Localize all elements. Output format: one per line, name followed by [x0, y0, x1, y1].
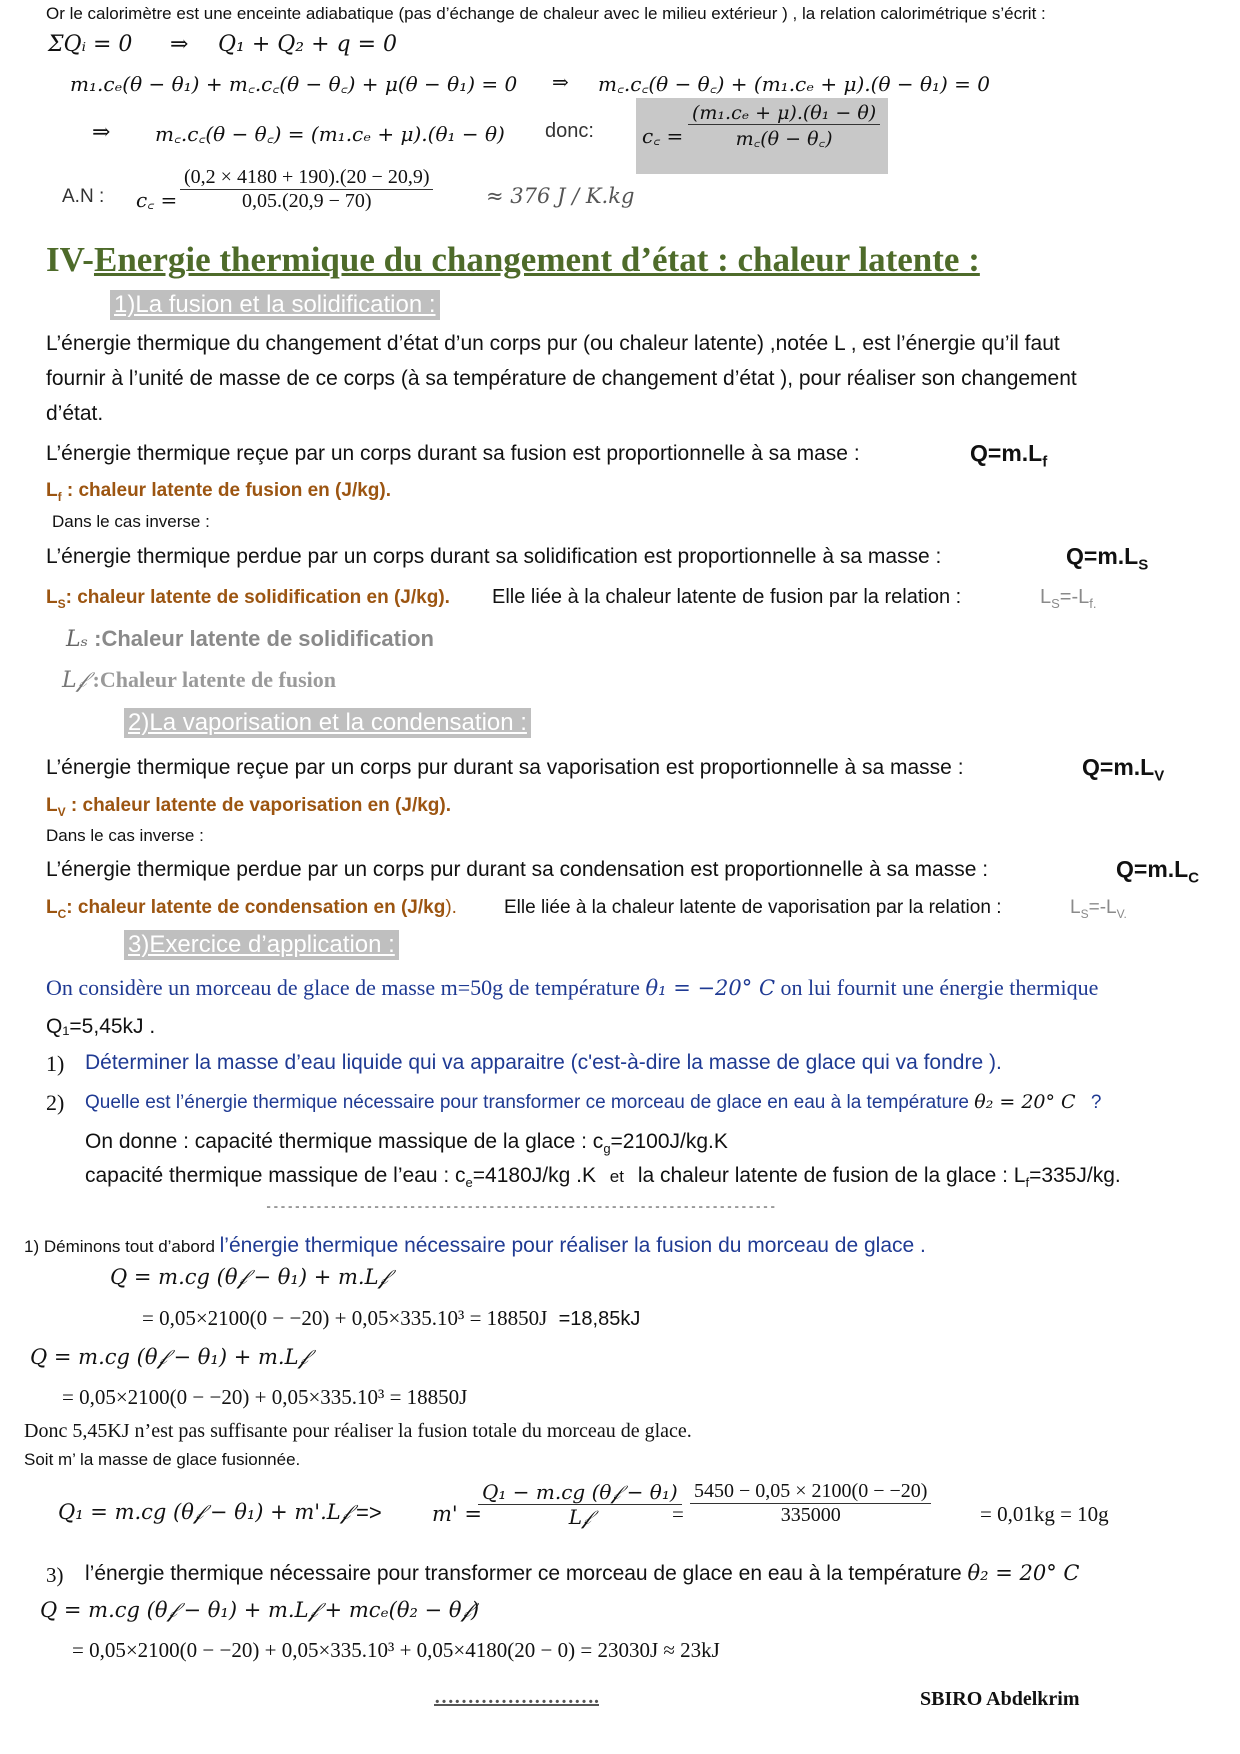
legend-ls: Lₛ :Chaleur latente de solidification — [66, 626, 434, 652]
equation-sum: ΣQᵢ = 0 — [48, 32, 133, 57]
question-2: Quelle est l’énergie thermique nécessaire pour transformer ce morceau de glace en eau à la température θ₂ = 20° C ? — [85, 1091, 1102, 1113]
lc-relation: $L_S=-L_{V.}$ — [1070, 897, 1127, 921]
arrow-symbol: ⇒ — [170, 32, 189, 57]
mprime-fraction-symbolic: $\frac{\text{Q₁ − m.c𝑔 (θ𝒻 − θ₁)}}{\text{L𝒻}}$ — [478, 1480, 682, 1529]
mprime-label: m' = — [432, 1502, 482, 1526]
solution-1-eq4: = 0,05×2100(0 − −20) + 0,05×335.10³ = 18850J — [62, 1385, 468, 1409]
calorimetre-sentence: Or le calorimètre est une enceinte adiabatique (pas d’échange de chaleur avec le milieu extérieur ) , la relation calorimétrique s’écrit : — [46, 4, 1046, 23]
solution-1-eq3: Q = m.c𝑔 (θ𝒻 − θ₁) + m.L𝒻 — [30, 1345, 308, 1369]
an-numerator: (0,2 × 4180 + 190).(20 − 20,9) — [180, 166, 433, 190]
equation-q1-partial: Q₁ = m.c𝑔 (θ𝒻 − θ₁) + m'.L𝒻 — [58, 1500, 351, 1524]
solution-3-statement: l’énergie thermique nécessaire pour transformer ce morceau de glace en eau à la température θ₂ = 20° C — [85, 1561, 1080, 1585]
solidification-sentence: L’énergie thermique perdue par un corps durant sa solidification est proportionnelle à sa masse : — [46, 545, 942, 568]
solution-1-eq1: Q = m.c𝑔 (θ𝒻 − θ₁) + m.L𝒻 — [110, 1265, 388, 1289]
solution-1-eq2: = 0,05×2100(0 − −20) + 0,05×335.10³ = 18850J =18,85kJ — [142, 1306, 641, 1330]
an-cc-label: c꜀ = — [136, 188, 178, 212]
ls-relation: $L_S=-L_{f.}$ — [1040, 586, 1097, 611]
subsection-title-vaporisation: 2)La vaporisation et la condensation : — [124, 708, 531, 738]
solution-3-eq2: = 0,05×2100(0 − −20) + 0,05×335.10³ + 0,05×4180(20 − 0) = 23030J ≈ 23kJ — [72, 1638, 720, 1662]
mprime-result: = 0,01kg = 10g — [980, 1502, 1109, 1526]
cc-denominator: m꜀(θ − θ꜀) — [735, 128, 833, 150]
solution-3-number: 3) — [46, 1563, 64, 1587]
lv-definition: $L_V$ : chaleur latente de vaporisation en (J/kg). — [46, 795, 451, 819]
fusion-sentence: L’énergie thermique reçue par un corps durant sa fusion est proportionnelle à sa mase : — [46, 442, 860, 465]
section-prefix: IV- — [46, 240, 94, 279]
given-eau-capacity: capacité thermique massique de l’eau : $c_e=4180J/kg$ .K et la chaleur latente de fusion de la glace : $L_f=335J/kg$. — [85, 1164, 1121, 1191]
solution-1-intro: 1) Déminons tout d’abord l’énergie thermique nécessaire pour réaliser la fusion du morceau de glace . — [24, 1234, 926, 1257]
an-fraction — [180, 166, 433, 213]
equals-sign: = — [672, 1502, 684, 1526]
legend-lf: L𝒻 :Chaleur latente de fusion — [62, 667, 336, 693]
inverse-case-label: Dans le cas inverse : — [46, 826, 204, 845]
an-label: A.N : — [62, 186, 105, 207]
an-denominator: 0,05.(20,9 − 70) — [241, 190, 372, 212]
lc-definition: $L_C$: chaleur latente de condensation en (J/kg). — [46, 897, 457, 921]
ls-symbol: Lₛ — [66, 627, 89, 652]
implies-arrow: => — [356, 1500, 382, 1525]
given-glace-capacity: On donne : capacité thermique massique de la glace : $c_g=2100J/kg.K$ — [85, 1130, 728, 1157]
theta2-value: θ₂ = 20° C — [974, 1091, 1076, 1113]
mprime-fraction-numeric: $\frac{5450 - 0,05 \times 2100(0 - -20)}{335000}$ — [690, 1480, 931, 1527]
inverse-case-label: Dans le cas inverse : — [52, 512, 210, 531]
equation-balance-2: m꜀.c꜀(θ − θ꜀) + (m₁.cₑ + μ).(θ − θ₁) = 0 — [598, 72, 991, 96]
cc-numerator: (m₁.cₑ + μ).(θ₁ − θ) — [688, 102, 880, 125]
solidification-formula: $Q=m.L_S$ — [1066, 543, 1149, 574]
cc-fraction — [688, 102, 880, 151]
theta1-value: θ₁ = −20° C — [645, 976, 776, 1000]
lf-definition: $L_f$ : chaleur latente de fusion en (J/kg). — [46, 480, 392, 504]
fusion-formula: $Q=m.L_f$ — [970, 440, 1048, 471]
question-1: Déterminer la masse d’eau liquide qui va apparaitre (c'est-à-dire la masse de glace qui va fondre ). — [85, 1051, 1002, 1074]
condensation-sentence: L’énergie thermique perdue par un corps pur durant sa condensation est proportionnelle à sa masse : — [46, 858, 989, 881]
latent-heat-paragraph-line1: L’énergie thermique du changement d’état d’un corps pur (ou chaleur latente) ,notée L , est l’énergie qu’il faut — [46, 332, 1060, 355]
footer-dots: ……………………. — [434, 1686, 599, 1708]
equation-sum-2: Q₁ + Q₂ + q = 0 — [218, 32, 398, 57]
separator-line: ----------------------------------------------------------------------- — [265, 1200, 777, 1214]
lf-symbol: L𝒻 — [62, 668, 87, 693]
question-1-number: 1) — [46, 1051, 65, 1076]
exercise-statement: On considère un morceau de glace de masse m=50g de température θ₁ = −20° C on lui fournit une énergie thermique — [46, 975, 1099, 1000]
solution-3-eq1: Q = m.c𝑔 (θ𝒻 − θ₁) + m.L𝒻 + mcₑ(θ₂ − θ𝒻) — [40, 1598, 480, 1622]
vaporisation-formula: $Q=m.L_V$ — [1082, 754, 1165, 785]
ls-definition: $L_S$: chaleur latente de solidification en (J/kg). — [46, 587, 450, 611]
condensation-formula: $Q=m.L_C$ — [1116, 856, 1200, 887]
arrow-symbol: ⇒ — [552, 70, 569, 94]
vaporisation-sentence: L’énergie thermique reçue par un corps pur durant sa vaporisation est proportionnelle à sa masse : — [46, 756, 964, 779]
an-result: ≈ 376 J / K.kg — [486, 184, 635, 208]
section-title — [46, 240, 980, 280]
question-2-number: 2) — [46, 1090, 65, 1115]
subsection-title-exercise: 3)Exercice d’application : — [124, 930, 399, 960]
latent-heat-paragraph-line2: fournir à l’unité de masse de ce corps (à sa température de changement d’état ), pour réaliser son changement — [46, 367, 1077, 390]
soit-statement: Soit m’ la masse de glace fusionnée. — [24, 1450, 301, 1469]
q1-value: Q₁=5,45kJ . — [46, 1015, 156, 1038]
cc-label: c꜀ = — [642, 124, 684, 148]
subsection-title-fusion: 1)La fusion et la solidification : — [110, 290, 440, 320]
donc-label: donc: — [545, 120, 594, 142]
equation-rearranged: m꜀.c꜀(θ − θ꜀) = (m₁.cₑ + μ).(θ₁ − θ) — [155, 122, 505, 146]
section-heading: Energie thermique du changement d’état : chaleur latente : — [93, 240, 980, 279]
latent-heat-paragraph-line3: d’état. — [46, 402, 104, 425]
result-formula-box — [636, 98, 888, 174]
equation-balance: m₁.cₑ(θ − θ₁) + m꜀.c꜀(θ − θ꜀) + μ(θ − θ₁) = 0 — [70, 72, 518, 96]
donc-conclusion: Donc 5,45KJ n’est pas suffisante pour réaliser la fusion totale du morceau de glace. — [24, 1420, 692, 1442]
lc-relation-text: Elle liée à la chaleur latente de vaporisation par la relation : — [504, 897, 1002, 918]
author-name: SBIRO Abdelkrim — [920, 1688, 1080, 1710]
arrow-symbol: ⇒ — [92, 120, 111, 145]
ls-relation-text: Elle liée à la chaleur latente de fusion par la relation : — [492, 586, 962, 608]
